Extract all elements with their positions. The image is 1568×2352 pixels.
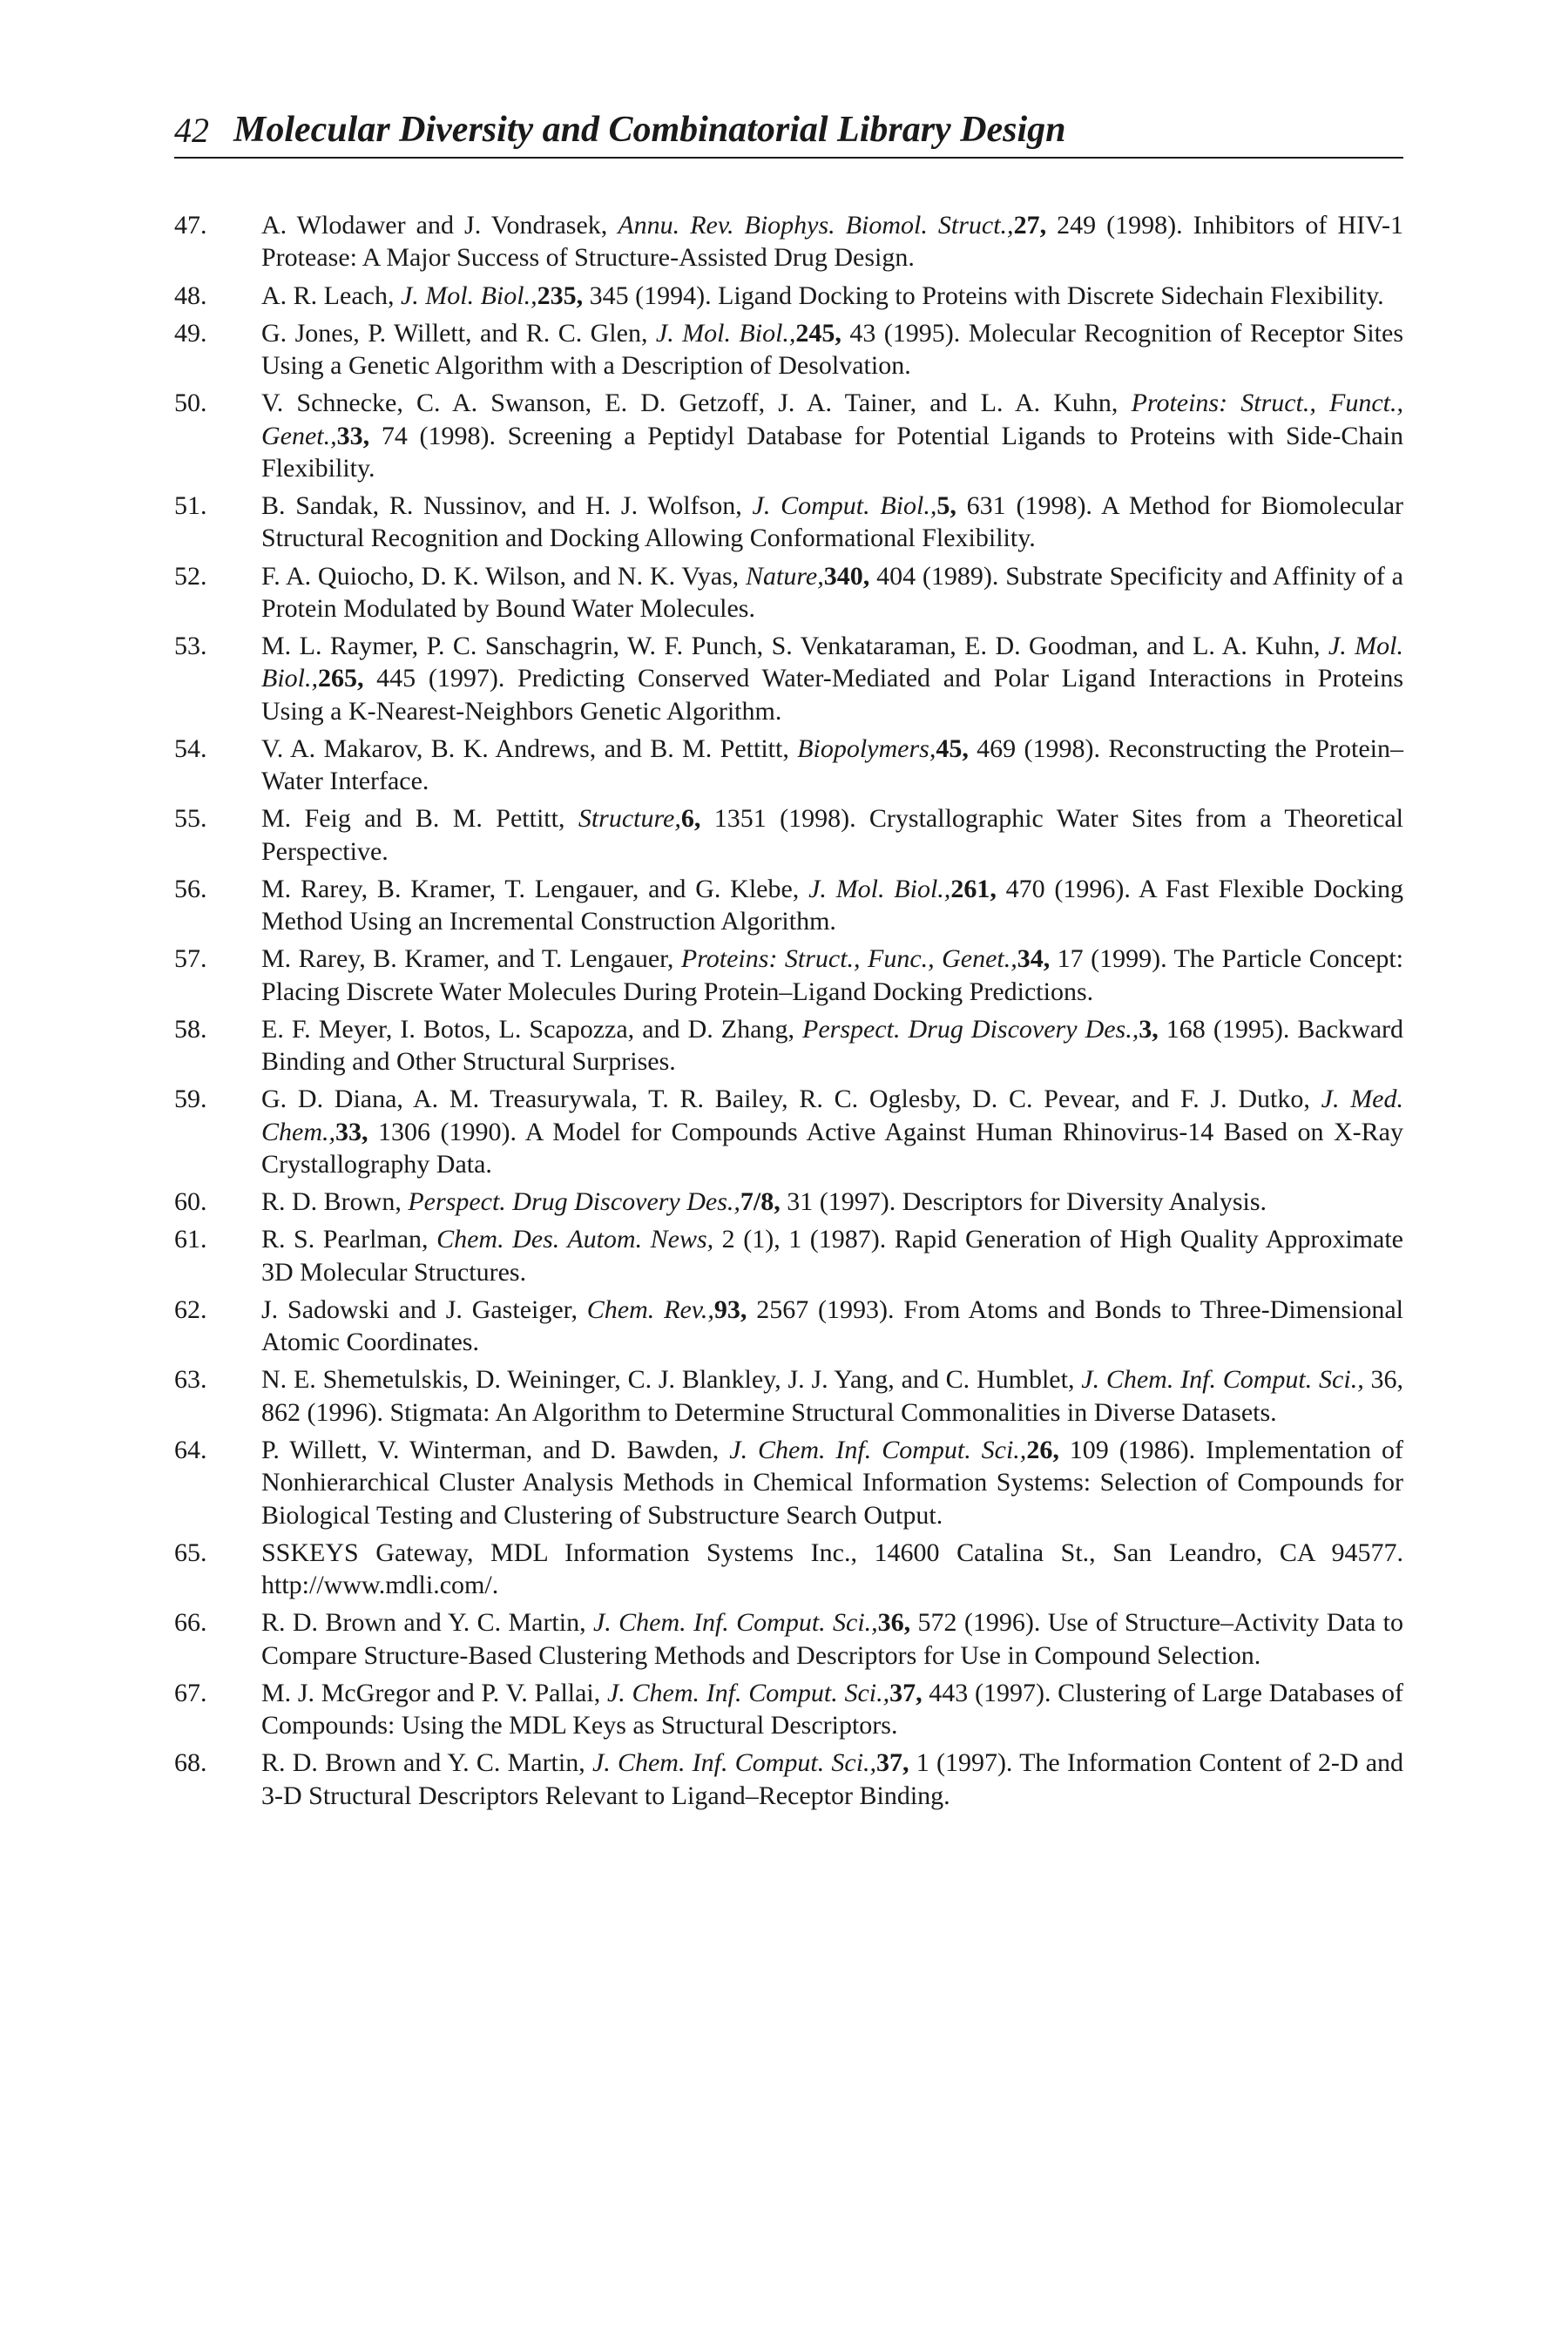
reference-journal: Perspect. Drug Discovery Des.,	[802, 1014, 1139, 1044]
reference-volume: 93,	[713, 1294, 747, 1324]
reference-authors: F. A. Quiocho, D. K. Wilson, and N. K. Vyas,	[261, 561, 747, 591]
reference-volume: 6,	[680, 804, 701, 834]
reference-authors: R. D. Brown and Y. C. Martin,	[261, 1608, 593, 1638]
reference-item	[174, 1013, 1403, 1078]
reference-text	[261, 317, 1403, 382]
reference-volume: 265,	[318, 664, 364, 693]
reference-details: 470 (1996). A Fast Flexible Docking Method Using an Incremental Construction Algorithm.	[261, 874, 1404, 936]
reference-number: 56.	[174, 874, 207, 903]
reference-item	[174, 1186, 1403, 1218]
reference-item	[174, 873, 1403, 938]
reference-number: 55.	[174, 804, 207, 834]
reference-text	[261, 873, 1403, 938]
reference-authors: SSKEYS Gateway, MDL Information Systems Inc., 14600 Catalina St., San Leandro, CA 94577. http://www.mdli.com/.	[261, 1538, 1403, 1600]
reference-details: 1 (1997). The Information Content of 2-D and 3-D Structural Descriptors Relevant to Ligand–Receptor Binding.	[261, 1748, 1404, 1810]
reference-journal: J. Chem. Inf. Comput. Sci.,	[591, 1748, 877, 1778]
reference-journal: J. Chem. Inf. Comput. Sci.,	[592, 1608, 878, 1638]
reference-item	[174, 1434, 1403, 1531]
reference-item	[174, 1606, 1403, 1672]
reference-journal: J. Chem. Inf. Comput. Sci.,	[606, 1678, 890, 1707]
reference-volume: 37,	[889, 1678, 923, 1707]
reference-authors: A. Wlodawer and J. Vondrasek,	[261, 211, 618, 240]
reference-authors: J. Sadowski and J. Gasteiger,	[261, 1294, 587, 1324]
reference-text	[261, 1747, 1403, 1812]
reference-text	[261, 560, 1403, 625]
reference-details: 469 (1998). Reconstructing the Protein–Water Interface.	[261, 733, 1403, 796]
reference-details: 43 (1995). Molecular Recognition of Receptor Sites Using a Genetic Algorithm with a Description of Desolvation.	[261, 318, 1404, 380]
reference-text	[261, 802, 1403, 868]
reference-item	[174, 560, 1403, 625]
reference-number: 58.	[174, 1014, 207, 1044]
reference-authors: G. D. Diana, A. M. Treasurywala, T. R. Bailey, R. C. Oglesby, D. C. Pevear, and F. J. Dutko,	[261, 1085, 1321, 1114]
reference-volume: 261,	[950, 874, 997, 903]
reference-journal: J. Comput. Biol.,	[752, 491, 937, 520]
reference-authors: V. A. Makarov, B. K. Andrews, and B. M. Pettitt,	[261, 733, 798, 763]
reference-number: 64.	[174, 1435, 207, 1464]
reference-volume: 26,	[1026, 1435, 1059, 1464]
reference-journal: Chem. Des. Autom. News,	[436, 1225, 714, 1254]
reference-item	[174, 1747, 1403, 1812]
reference-item	[174, 387, 1403, 484]
reference-authors: M. Feig and B. M. Pettitt,	[261, 804, 578, 834]
reference-text	[261, 733, 1403, 798]
reference-number: 53.	[174, 632, 207, 660]
reference-authors: N. E. Shemetulskis, D. Weininger, C. J. Blankley, J. J. Yang, and C. Humblet,	[261, 1365, 1082, 1395]
reference-item	[174, 1083, 1403, 1180]
reference-details: 443 (1997). Clustering of Large Databases of Compounds: Using the MDL Keys as Structural Descriptors.	[261, 1678, 1403, 1740]
reference-volume: 36,	[877, 1608, 911, 1638]
reference-details: 445 (1997). Predicting Conserved Water-Mediated and Polar Ligand Interactions in Proteins Using a K-Nearest-Neighbors Genetic Algorithm.	[261, 664, 1403, 726]
reference-number: 68.	[174, 1748, 207, 1778]
reference-text	[261, 1606, 1403, 1672]
reference-item	[174, 317, 1403, 382]
reference-text	[261, 1363, 1403, 1429]
reference-authors: M. Rarey, B. Kramer, T. Lengauer, and G. Klebe,	[261, 874, 809, 903]
reference-journal: Proteins: Struct., Funct., Genet.,	[261, 389, 1403, 450]
reference-text	[261, 280, 1403, 312]
reference-details: 249 (1998). Inhibitors of HIV-1 Protease: A Major Success of Structure-Assisted Drug Design.	[261, 211, 1403, 273]
reference-authors: V. Schnecke, C. A. Swanson, E. D. Getzoff, J. A. Tainer, and L. A. Kuhn,	[261, 389, 1132, 418]
reference-journal: J. Mol. Biol.,	[808, 874, 951, 903]
reference-details: 74 (1998). Screening a Peptidyl Database for Potential Ligands to Proteins with Side-Chain Flexibility.	[261, 421, 1403, 483]
reference-text	[261, 1677, 1403, 1742]
reference-item	[174, 1294, 1403, 1359]
reference-text	[261, 1537, 1403, 1602]
reference-journal: J. Mol. Biol.,	[655, 318, 796, 348]
reference-volume: 33,	[335, 1117, 368, 1146]
reference-volume: 37,	[876, 1748, 909, 1778]
reference-text	[261, 1083, 1403, 1180]
reference-number: 51.	[174, 491, 207, 520]
reference-text	[261, 490, 1403, 555]
reference-authors: R. D. Brown,	[261, 1187, 409, 1217]
reference-authors: A. R. Leach,	[261, 280, 401, 310]
reference-journal: J. Mol. Biol.,	[400, 280, 537, 310]
reference-journal: J. Med. Chem.,	[261, 1085, 1403, 1146]
reference-number: 61.	[174, 1225, 207, 1254]
reference-text	[261, 630, 1403, 727]
running-title: Molecular Diversity and Combinatorial Library Design	[233, 110, 1066, 150]
reference-details: 168 (1995). Backward Binding and Other Structural Surprises.	[261, 1014, 1404, 1077]
reference-details: 572 (1996). Use of Structure–Activity Data to Compare Structure-Based Clustering Methods and Descriptors for Use in Compound Selection.	[261, 1608, 1404, 1670]
reference-number: 49.	[174, 318, 207, 348]
reference-item	[174, 1223, 1403, 1288]
reference-details: 2 (1), 1 (1987). Rapid Generation of High Quality Approximate 3D Molecular Structures.	[261, 1225, 1403, 1287]
reference-item	[174, 1677, 1403, 1742]
reference-text	[261, 1186, 1403, 1218]
reference-volume: 3,	[1139, 1014, 1159, 1044]
reference-item	[174, 630, 1403, 727]
reference-item	[174, 1537, 1403, 1602]
reference-authors: R. D. Brown and Y. C. Martin,	[261, 1748, 592, 1778]
reference-number: 66.	[174, 1608, 207, 1638]
reference-authors: P. Willett, V. Winterman, and D. Bawden,	[261, 1435, 730, 1464]
reference-item	[174, 490, 1403, 555]
reference-number: 63.	[174, 1365, 207, 1395]
reference-volume: 34,	[1017, 944, 1051, 974]
reference-text	[261, 1013, 1403, 1078]
reference-text	[261, 1294, 1403, 1359]
reference-volume: 340,	[823, 561, 870, 591]
reference-number: 57.	[174, 944, 207, 974]
reference-text	[261, 1223, 1403, 1288]
reference-authors: E. F. Meyer, I. Botos, L. Scapozza, and D. Zhang,	[261, 1014, 802, 1044]
reference-number: 67.	[174, 1678, 207, 1707]
reference-journal: Structure,	[578, 804, 681, 834]
running-header	[174, 103, 1403, 159]
reference-volume: 245,	[795, 318, 841, 348]
reference-item	[174, 733, 1403, 798]
reference-journal: Proteins: Struct., Func., Genet.,	[680, 944, 1017, 974]
reference-item	[174, 209, 1403, 274]
reference-volume: 235,	[537, 280, 584, 310]
reference-number: 52.	[174, 561, 207, 591]
reference-volume: 45,	[936, 733, 969, 763]
reference-number: 54.	[174, 733, 207, 763]
reference-volume: 7/8,	[740, 1187, 781, 1217]
reference-volume: 27,	[1013, 211, 1047, 240]
reference-details: 31 (1997). Descriptors for Diversity Analysis.	[780, 1187, 1267, 1217]
reference-text	[261, 209, 1403, 274]
reference-journal: Chem. Rev.,	[586, 1294, 714, 1324]
reference-number: 65.	[174, 1538, 207, 1567]
reference-text	[261, 387, 1403, 484]
reference-details: 1351 (1998). Crystallographic Water Sites from a Theoretical Perspective.	[261, 804, 1403, 866]
reference-item	[174, 802, 1403, 868]
reference-details: 109 (1986). Implementation of Nonhierarchical Cluster Analysis Methods in Chemical Information Systems: Selection of Compounds for Biological Testing and Clustering of Substructure Search Output.	[261, 1435, 1403, 1530]
reference-details: 2567 (1993). From Atoms and Bonds to Three-Dimensional Atomic Coordinates.	[261, 1294, 1403, 1357]
page-number: 42	[174, 111, 209, 150]
reference-details: 36, 862 (1996). Stigmata: An Algorithm to Determine Structural Commonalities in Diverse Datasets.	[261, 1365, 1403, 1427]
reference-text	[261, 1434, 1403, 1531]
reference-journal: Biopolymers,	[797, 733, 936, 763]
reference-details: 1306 (1990). A Model for Compounds Active Against Human Rhinovirus-14 Based on X-Ray Crystallography Data.	[261, 1117, 1403, 1179]
reference-item	[174, 1363, 1403, 1429]
reference-journal: Annu. Rev. Biophys. Biomol. Struct.,	[618, 211, 1014, 240]
reference-volume: 5,	[936, 491, 956, 520]
reference-authors: M. Rarey, B. Kramer, and T. Lengauer,	[261, 944, 681, 974]
reference-number: 48.	[174, 280, 207, 310]
reference-authors: R. S. Pearlman,	[261, 1225, 437, 1254]
reference-number: 62.	[174, 1294, 207, 1324]
reference-item	[174, 280, 1403, 312]
reference-number: 60.	[174, 1187, 207, 1217]
reference-volume: 33,	[336, 421, 370, 450]
reference-details: 631 (1998). A Method for Biomolecular Structural Recognition and Docking Allowing Conformational Flexibility.	[261, 491, 1403, 553]
reference-authors: B. Sandak, R. Nussinov, and H. J. Wolfson,	[261, 491, 753, 520]
reference-journal: J. Chem. Inf. Comput. Sci.,	[729, 1435, 1027, 1464]
reference-number: 50.	[174, 389, 207, 418]
reference-list	[174, 209, 1403, 1817]
reference-number: 47.	[174, 211, 207, 240]
reference-details: 17 (1999). The Particle Concept: Placing Discrete Water Molecules During Protein–Ligand Docking Predictions.	[261, 944, 1403, 1006]
reference-journal: J. Mol. Biol.,	[261, 632, 1403, 693]
reference-details: 345 (1994). Ligand Docking to Proteins with Discrete Sidechain Flexibility.	[583, 280, 1384, 310]
reference-authors: G. Jones, P. Willett, and R. C. Glen,	[261, 318, 656, 348]
reference-text	[261, 943, 1403, 1008]
reference-journal: Perspect. Drug Discovery Des.,	[408, 1187, 740, 1217]
reference-item	[174, 943, 1403, 1008]
reference-details: 404 (1989). Substrate Specificity and Affinity of a Protein Modulated by Bound Water Molecules.	[261, 561, 1403, 623]
reference-number: 59.	[174, 1085, 207, 1114]
reference-authors: M. L. Raymer, P. C. Sanschagrin, W. F. Punch, S. Venkataraman, E. D. Goodman, and L. A. Kuhn,	[261, 632, 1328, 660]
reference-journal: Nature,	[746, 561, 824, 591]
reference-journal: J. Chem. Inf. Comput. Sci.,	[1081, 1365, 1364, 1395]
reference-authors: M. J. McGregor and P. V. Pallai,	[261, 1678, 607, 1707]
